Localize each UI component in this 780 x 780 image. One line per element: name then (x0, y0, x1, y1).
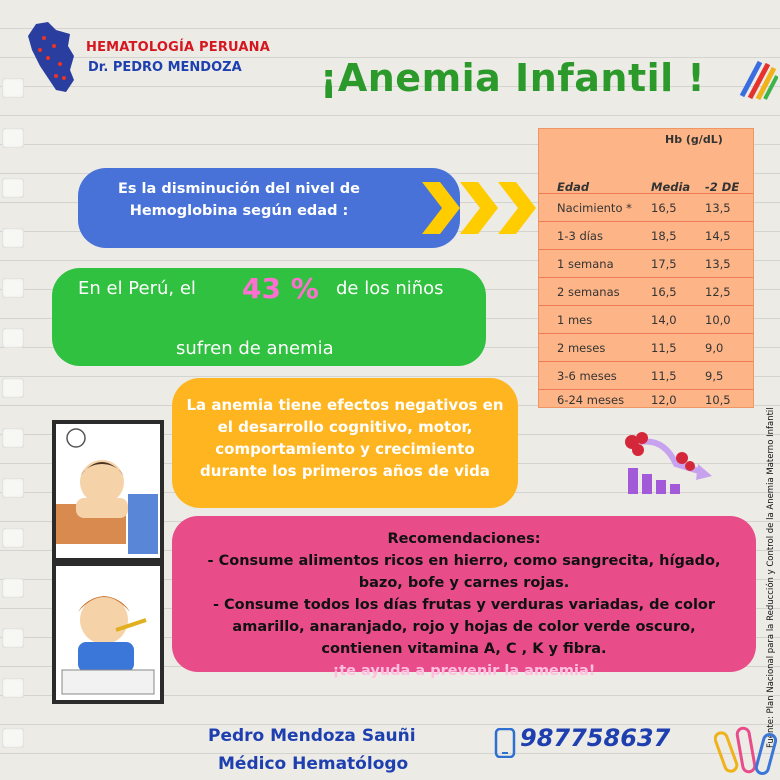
notebook-binding (0, 0, 30, 780)
recommendations-box (172, 516, 756, 679)
cell-de: 9,0 (705, 341, 724, 355)
header-de: -2 DE (705, 180, 740, 194)
recommendation-line: - Consume todos los días frutas y verduras variadas, de color (212, 597, 716, 613)
table-row (539, 221, 753, 249)
header-media: Media (651, 180, 691, 194)
cell-edad: 2 meses (557, 341, 606, 355)
pencils-icon (738, 58, 778, 100)
table-row (539, 361, 753, 389)
definition-line2: Hemoglobina según edad : (129, 203, 349, 219)
cell-de: 9,5 (705, 369, 724, 383)
cell-media: 16,5 (651, 285, 677, 299)
effects-line3: comportamiento y crecimiento (215, 440, 475, 458)
footer-role: Médico Hematólogo (218, 754, 409, 774)
table-row (539, 305, 753, 333)
blood-cells-chart-icon (612, 428, 722, 498)
table-row (539, 193, 753, 221)
hemoglobin-table (538, 128, 754, 408)
cell-de: 14,5 (705, 229, 731, 243)
peru-map-icon (26, 20, 76, 96)
source-note: Fuente: Plan Nacional para la Reducción y Control de la Anemia Materno Infantil (766, 407, 776, 748)
chevron-arrows-icon (418, 178, 538, 238)
page-title: ¡Anemia Infantil ! (320, 56, 706, 100)
cell-edad: 2 semanas (557, 285, 620, 299)
cell-de: 10,5 (705, 393, 731, 407)
recommendation-line: amarillo, anaranjado, rojo y hojas de color verde oscuro, (232, 619, 696, 635)
effects-line1: La anemia tiene efectos negativos en (186, 396, 504, 414)
cell-edad: 1 mes (557, 313, 593, 327)
cell-media: 16,5 (651, 201, 677, 215)
cell-media: 17,5 (651, 257, 677, 271)
definition-box (78, 168, 460, 248)
cell-media: 12,0 (651, 393, 677, 407)
phone-icon (494, 728, 516, 758)
brand-doctor: Dr. PEDRO MENDOZA (88, 60, 242, 75)
phone-number[interactable]: 987758637 (520, 724, 671, 752)
children-illustration-art (56, 424, 160, 700)
table-unit: Hb (g/dL) (665, 133, 723, 146)
cell-edad: 3-6 meses (557, 369, 617, 383)
definition-line1: Es la disminución del nivel de (117, 181, 361, 197)
cell-media: 14,0 (651, 313, 677, 327)
stat-suffix: de los niños (336, 278, 444, 299)
children-illustration (52, 420, 164, 704)
table-row (539, 333, 753, 361)
statistic-box (52, 268, 486, 366)
footer-name: Pedro Mendoza Sauñi (208, 726, 416, 746)
recommendations-heading: Recomendaciones: (387, 531, 541, 547)
cell-media: 11,5 (651, 341, 677, 355)
cell-de: 13,5 (705, 201, 731, 215)
stat-percent: 43 % (242, 272, 319, 305)
cell-de: 10,0 (705, 313, 731, 327)
cell-edad: 1 semana (557, 257, 614, 271)
effects-line2: el desarrollo cognitivo, motor, (217, 418, 473, 436)
effects-box (172, 378, 518, 508)
recommendation-line: contienen vitamina A, C , K y fibra. (321, 641, 607, 657)
table-row (539, 249, 753, 277)
paper-clips-icon (714, 724, 780, 780)
cell-edad: 1-3 días (557, 229, 603, 243)
cell-de: 12,5 (705, 285, 731, 299)
table-row (539, 389, 753, 409)
stat-line2: sufren de anemia (176, 338, 334, 359)
table-row (539, 277, 753, 305)
stat-prefix: En el Perú, el (78, 278, 196, 299)
cell-edad: Nacimiento * (557, 201, 632, 215)
recommendation-hint: ¡te ayuda a prevenir la amemia! (332, 663, 596, 679)
cell-edad: 6-24 meses (557, 393, 625, 407)
cell-de: 13,5 (705, 257, 731, 271)
brand-name: HEMATOLOGÍA PERUANA (86, 40, 271, 55)
cell-media: 11,5 (651, 369, 677, 383)
header-edad: Edad (557, 180, 590, 194)
table-header (539, 173, 753, 194)
recommendation-line: bazo, bofe y carnes rojas. (358, 575, 570, 591)
recommendation-line: - Consume alimentos ricos en hierro, como sangrecita, hígado, (207, 553, 721, 569)
cell-media: 18,5 (651, 229, 677, 243)
effects-line4: durante los primeros años de vida (200, 462, 490, 480)
